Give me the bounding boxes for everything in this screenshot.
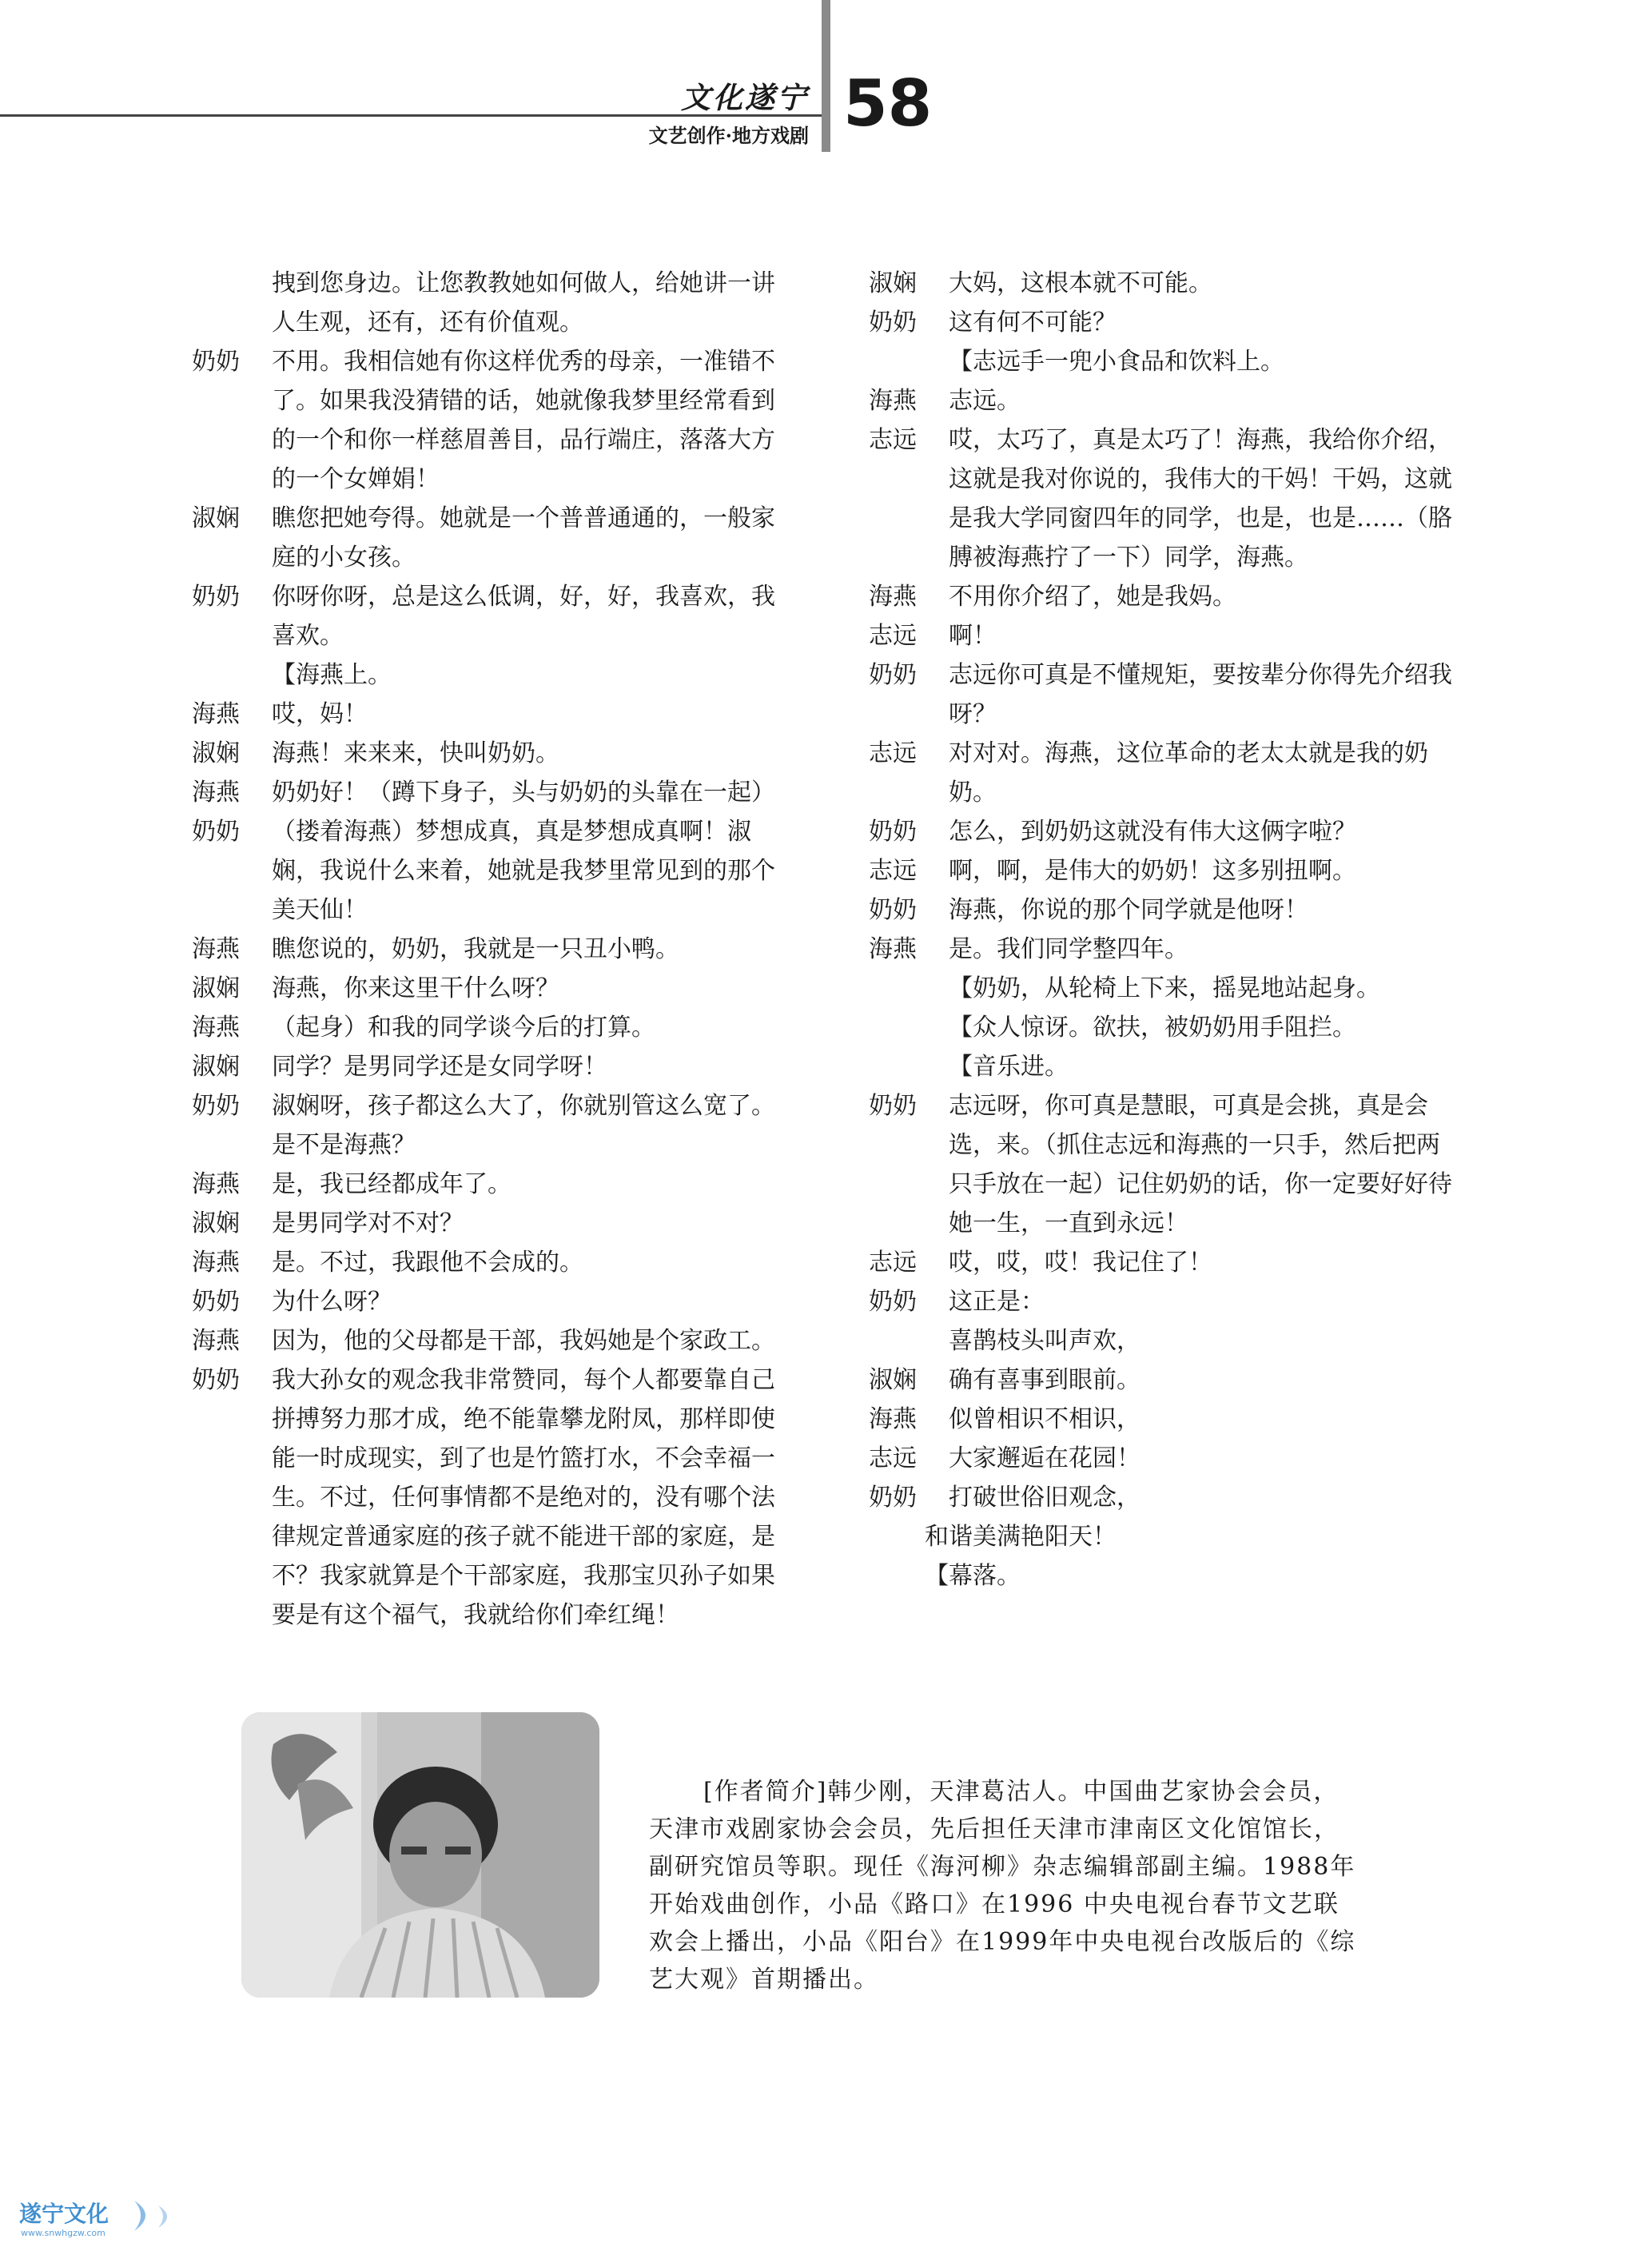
dialogue-line [869,303,1460,342]
dialogue-line [192,499,783,538]
speaker-name: 海燕 [192,1249,240,1277]
dialogue-text: 我大孙女的观念我非常赞同，每个人都要靠自己 [272,1366,775,1394]
dialogue-text: （搂着海燕）梦想成真，真是梦想成真啊！淑 [272,818,751,846]
speaker-name: 海燕 [192,700,240,728]
dialogue-line [869,381,1460,420]
dialogue-line [869,499,1460,538]
continuation-text: 【幕落。 [925,1562,1021,1590]
dialogue-line [192,851,783,890]
speaker-name: 奶奶 [869,309,917,337]
dialogue-line [192,1517,783,1556]
dialogue-line [192,264,783,303]
dialogue-line [869,930,1460,969]
dialogue-line [869,420,1460,460]
speaker-name: 奶奶 [192,1366,240,1394]
dialogue-line [869,1047,1460,1086]
page-number: 58 [843,66,933,141]
dialogue-text: 哎，太巧了，真是太巧了！海燕，我给你介绍， [949,426,1452,454]
watermark-url: www.snwhgzw.com [21,2228,105,2238]
dialogue-line [869,342,1460,381]
speaker-name: 海燕 [192,935,240,963]
dialogue-text: 瞧您说的，奶奶，我就是一只丑小鸭。 [272,935,679,963]
speaker-name: 志远 [869,857,917,885]
bio-line: 欢会上播出，小品《阳台》在1999年中央电视台改版后的《综 [649,1928,1356,1956]
dialogue-line [869,969,1460,1008]
dialogue-line [869,577,1460,616]
author-bio [649,1773,1376,1998]
speaker-name: 海燕 [192,1170,240,1198]
speaker-name: 奶奶 [869,818,917,846]
continuation-text: 喜欢。 [272,622,344,650]
dialogue-line [192,460,783,499]
dialogue-text: 是男同学对不对？ [272,1209,464,1237]
speaker-name: 奶奶 [869,896,917,924]
dialogue-line [869,1517,1460,1556]
continuation-text: 了。如果我没猜错的话，她就像我梦里经常看到 [272,387,775,415]
speaker-name: 志远 [869,739,917,767]
continuation-text: 奶。 [949,779,997,807]
left-text-column [192,264,783,1635]
dialogue-line [869,773,1460,812]
dialogue-line [869,1556,1460,1596]
speaker-name: 淑娴 [869,1366,917,1394]
dialogue-text: （起身）和我的同学谈今后的打算。 [272,1014,655,1042]
dialogue-line [192,1321,783,1361]
dialogue-text: 因为，他的父母都是干部，我妈她是个家政工。 [272,1327,775,1355]
dialogue-text: 是。我们同学整四年。 [949,935,1188,963]
dialogue-line [869,890,1460,930]
dialogue-text: 同学？是男同学还是女同学呀！ [272,1053,607,1081]
speaker-name: 奶奶 [192,1288,240,1316]
dialogue-line [192,420,783,460]
dialogue-line [869,460,1460,499]
dialogue-text: 你呀你呀，总是这么低调，好，好，我喜欢，我 [272,583,775,611]
continuation-text: 【奶奶，从轮椅上下来，摇晃地站起身。 [949,974,1380,1002]
dialogue-line [192,1165,783,1204]
speaker-name: 淑娴 [192,1209,240,1237]
dialogue-text: 为什么呀？ [272,1288,392,1316]
dialogue-line [869,1361,1460,1400]
author-photo [241,1712,599,1998]
continuation-text: 美天仙！ [272,896,368,924]
continuation-text: 能一时成现实，到了也是竹篮打水，不会幸福一 [272,1444,775,1472]
dialogue-text: 大妈，这根本就不可能。 [949,269,1212,297]
continuation-text: 和谐美满艳阳天！ [925,1523,1117,1551]
dialogue-line [192,616,783,655]
speaker-name: 海燕 [869,1405,917,1433]
bio-line: 天津市戏剧家协会会员，先后担任天津市津南区文化馆馆长， [649,1815,1340,1843]
continuation-text: 人生观，还有，还有价值观。 [272,309,583,337]
dialogue-line [869,695,1460,734]
continuation-text: 是我大学同窗四年的同学，也是，也是……（胳 [949,504,1452,532]
dialogue-line [192,1047,783,1086]
continuation-text: 生。不过，任何事情都不是绝对的，没有哪个法 [272,1484,775,1512]
right-text-column [869,264,1460,1596]
speaker-name: 淑娴 [192,1053,240,1081]
watermark-name: 遂宁文化 [19,2201,109,2227]
dialogue-line [869,1478,1460,1517]
author-photo-image [241,1712,599,1998]
header-divider-bar [822,0,830,152]
speaker-name: 海燕 [192,1327,240,1355]
dialogue-line [869,1439,1460,1478]
dialogue-text: 怎么，到奶奶这就没有伟大这俩字啦？ [949,818,1356,846]
continuation-text: 【众人惊讶。欲扶，被奶奶用手阻拦。 [949,1014,1356,1042]
dialogue-line [192,1478,783,1517]
dialogue-line [192,1439,783,1478]
continuation-text: 这就是我对你说的，我伟大的干妈！干妈，这就 [949,465,1452,493]
speaker-name: 海燕 [869,387,917,415]
continuation-text: 呀？ [949,700,997,728]
dialogue-line [869,1086,1460,1125]
continuation-text: 【音乐进。 [949,1053,1069,1081]
dialogue-line [869,1204,1460,1243]
dialogue-line [869,264,1460,303]
dialogue-text: 淑娴呀，孩子都这么大了，你就别管这么宽了。 [272,1092,775,1120]
continuation-text: 的一个女婵娟！ [272,465,440,493]
speaker-name: 志远 [869,1444,917,1472]
dialogue-line [192,1008,783,1047]
speaker-name: 淑娴 [192,974,240,1002]
site-watermark-logo [14,2194,230,2241]
dialogue-line [192,930,783,969]
dialogue-line [192,812,783,851]
continuation-text: 的一个和你一样慈眉善目，品行端庄，落落大方 [272,426,775,454]
bio-line: 艺大观》首期播出。 [649,1966,879,1994]
speaker-name: 淑娴 [192,504,240,532]
speaker-name: 淑娴 [192,739,240,767]
continuation-text: 【志远手一兜小食品和饮料上。 [949,348,1284,376]
dialogue-line [869,655,1460,695]
dialogue-text: 哎，妈！ [272,700,368,728]
dialogue-line [192,1204,783,1243]
continuation-text: 拽到您身边。让您教教她如何做人，给她讲一讲 [272,269,775,297]
dialogue-text: 瞧您把她夸得。她就是一个普普通通的，一般家 [272,504,775,532]
speaker-name: 奶奶 [869,1288,917,1316]
dialogue-line [869,1400,1460,1439]
dialogue-line [192,734,783,773]
speaker-name: 奶奶 [869,1092,917,1120]
dialogue-line [192,1556,783,1596]
section-subtitle: 文艺创作·地方戏剧 [648,124,809,147]
dialogue-text: 这正是： [949,1288,1045,1316]
bio-line: [作者简介]韩少刚，天津葛沽人。中国曲艺家协会会员， [703,1778,1340,1806]
dialogue-line [192,1596,783,1635]
dialogue-line [869,734,1460,773]
dialogue-text: 不用。我相信她有你这样优秀的母亲，一准错不 [272,348,775,376]
continuation-text: 是不是海燕？ [272,1131,416,1159]
magazine-title: 文化遂宁 [681,80,809,115]
speaker-name: 志远 [869,426,917,454]
dialogue-text: 海燕！来来来，快叫奶奶。 [272,739,559,767]
dialogue-text: 是，我已经都成年了。 [272,1170,512,1198]
wing-icon [134,2201,145,2231]
bio-line: 开始戏曲创作，小品《路口》在1996 中央电视台春节文艺联 [649,1890,1340,1918]
continuation-text: 只手放在一起）记住奶奶的话，你一定要好好待 [949,1170,1452,1198]
dialogue-line [192,1361,783,1400]
dialogue-text: 似曾相识不相识， [949,1405,1140,1433]
dialogue-line [869,1008,1460,1047]
dialogue-text: 啊，啊，是伟大的奶奶！这多别扭啊。 [949,857,1356,885]
dialogue-text: 对对对。海燕，这位革命的老太太就是我的奶 [949,739,1428,767]
speaker-name: 奶奶 [192,348,240,376]
dialogue-line [869,1282,1460,1321]
continuation-text: 不？我家就算是个干部家庭，我那宝贝孙子如果 [272,1562,775,1590]
dialogue-text: 这有何不可能？ [949,309,1117,337]
dialogue-line [192,1282,783,1321]
dialogue-line [869,1321,1460,1361]
continuation-text: 膊被海燕拧了一下）同学，海燕。 [949,544,1308,572]
speaker-name: 奶奶 [192,818,240,846]
continuation-text: 选，来。（抓住志远和海燕的一只手，然后把两 [949,1131,1440,1159]
dialogue-text: 是。不过，我跟他不会成的。 [272,1249,583,1277]
dialogue-line [869,1125,1460,1165]
dialogue-line [192,695,783,734]
dialogue-text: 志远。 [949,387,1021,415]
dialogue-line [869,1243,1460,1282]
dialogue-line [192,342,783,381]
dialogue-line [869,616,1460,655]
continuation-text: 娴，我说什么来着，她就是我梦里常见到的那个 [272,857,775,885]
speaker-name: 奶奶 [192,1092,240,1120]
dialogue-text: 志远呀，你可真是慧眼，可真是会挑，真是会 [949,1092,1428,1120]
speaker-name: 志远 [869,622,917,650]
dialogue-text: 确有喜事到眼前。 [949,1366,1140,1394]
dialogue-line [192,303,783,342]
dialogue-text: 不用你介绍了，她是我妈。 [949,583,1236,611]
continuation-text: 庭的小女孩。 [272,544,416,572]
speaker-name: 奶奶 [192,583,240,611]
speaker-name: 志远 [869,1249,917,1277]
dialogue-text: 志远你可真是不懂规矩，要按辈分你得先介绍我 [949,661,1452,689]
dialogue-text: 啊！ [949,622,997,650]
dialogue-text: 奶奶好！（蹲下身子，头与奶奶的头靠在一起） [272,779,775,807]
dialogue-text: 哎，哎，哎！我记住了！ [949,1249,1212,1277]
dialogue-line [869,1165,1460,1204]
dialogue-line [192,1086,783,1125]
dialogue-line [192,655,783,695]
speaker-name: 海燕 [869,935,917,963]
dialogue-text: 打破世俗旧观念， [949,1484,1140,1512]
dialogue-text: 海燕，你说的那个同学就是他呀！ [949,896,1308,924]
continuation-text: 拼搏努力那才成，绝不能靠攀龙附凤，那样即使 [272,1405,775,1433]
speaker-name: 淑娴 [869,269,917,297]
dialogue-line [192,773,783,812]
continuation-text: 律规定普通家庭的孩子就不能进干部的家庭，是 [272,1523,775,1551]
dialogue-text: 海燕，你来这里干什么呀？ [272,974,559,1002]
dialogue-line [192,1243,783,1282]
speaker-name: 海燕 [869,583,917,611]
dialogue-line [869,538,1460,577]
speaker-name: 奶奶 [869,1484,917,1512]
speaker-name: 奶奶 [869,661,917,689]
dialogue-text: 大家邂逅在花园！ [949,1444,1140,1472]
dialogue-line [192,890,783,930]
continuation-text: 【海燕上。 [272,661,392,689]
dialogue-line [192,1125,783,1165]
dialogue-line [192,577,783,616]
continuation-text: 她一生，一直到永远！ [949,1209,1188,1237]
dialogue-line [192,1400,783,1439]
dialogue-line [869,851,1460,890]
dialogue-line [192,969,783,1008]
speaker-name: 海燕 [192,779,240,807]
continuation-text: 喜鹊枝头叫声欢， [949,1327,1140,1355]
bio-line: 副研究馆员等职。现任《海河柳》杂志编辑部副主编。1988年 [649,1853,1356,1881]
dialogue-line [192,538,783,577]
dialogue-line [192,381,783,420]
speaker-name: 海燕 [192,1014,240,1042]
continuation-text: 要是有这个福气，我就给你们牵红绳！ [272,1601,679,1629]
dialogue-line [869,812,1460,851]
